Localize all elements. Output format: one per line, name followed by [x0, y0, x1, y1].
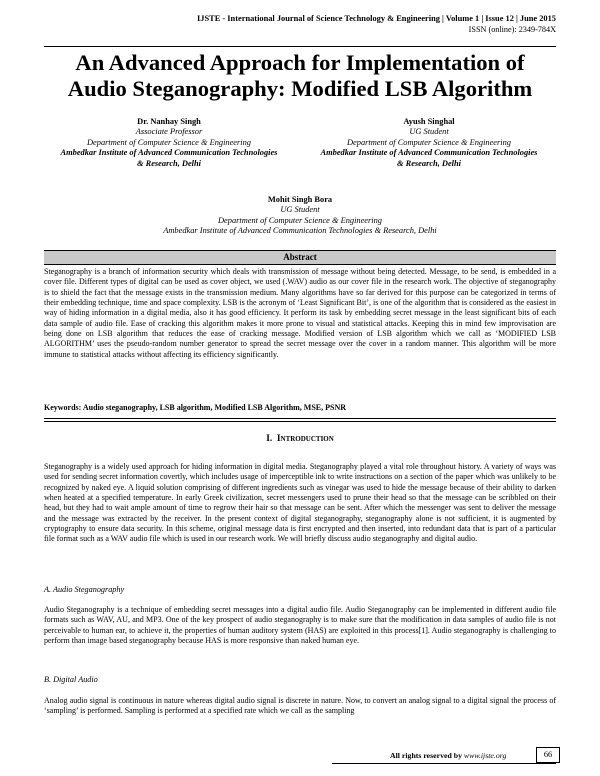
author-name: Ayush Singhal	[403, 117, 455, 126]
section-heading-introduction	[44, 434, 556, 445]
author-institution: Ambedkar Institute of Advanced Communication Technologies	[320, 148, 538, 158]
author-department: Department of Computer Science & Engineering	[87, 137, 251, 147]
author-role: UG Student	[409, 127, 449, 137]
author-role: UG Student	[280, 205, 320, 215]
author-institution-cont: & Research, Delhi	[137, 158, 201, 168]
footer-rule	[332, 763, 556, 764]
issn-line: ISSN (online): 2349-784X	[468, 25, 556, 34]
author-name: Mohit Singh Bora	[267, 195, 333, 204]
title-line-2: Audio Steganography: Modified LSB Algorithm	[67, 76, 533, 101]
author-institution: Ambedkar Institute of Advanced Communication Technologies	[60, 148, 278, 158]
digital-audio-paragraph: Analog audio signal is continuous in nature whereas digital audio signal is discrete in nature. Now, to convert an analog signal to a digital signal the process of ‘sampling’ is performed. Sampling is performed at a specified rate which we call as the sampling	[44, 696, 556, 716]
journal-header: IJSTE - International Journal of Science Technology & Engineering | Volume 1 | Issue 12 | June 2015	[197, 14, 556, 23]
author-name: Dr. Nanhay Singh	[137, 117, 201, 126]
title-line-1: An Advanced Approach for Implementation of	[75, 50, 525, 75]
keywords: Keywords: Audio steganography, LSB algorithm, Modified LSB Algorithm, MSE, PSNR	[44, 403, 347, 412]
introduction-paragraph: Steganography is a widely used approach for hiding information in digital media. Steganography played a vital role throughout history. A variety of ways was used for sending secret information covertly, which includes usage of imperceptible ink to write instructions on a section of the paper which was unlikely to be recognized by naked eye. A liquid solution comprising of different ingredients such as vinegar was used to hide the message because of their ability to darken when heated at a specified temperature. In early Greek civilization, secret messengers used to prune their head so that the message can be scribbled on their head, but they had to wait ample amount of time to regrow their hair so that message can be sent. After which the messenger was sent to deliver the message and the message was extracted by the receiver. In the present context of digital steganography, steganography alone is not sufficient, it is augmented by cryptography to ensure data security. In this scheme, original message data is first encrypted and then inserted, into redundant data that is part of a particular file format such as a WAV audio file which is used in our research work. We will briefly discuss audio steganography and digital audio.	[44, 462, 556, 544]
paper-title	[30, 50, 570, 102]
author-block-3	[100, 195, 500, 237]
author-institution: Ambedkar Institute of Advanced Communication Technologies & Research, Delhi	[163, 226, 437, 236]
subsection-heading-audio-steganography: A. Audio Steganography	[44, 585, 125, 594]
footer-rights-text: All rights reserved by	[390, 751, 464, 760]
author-department: Department of Computer Science & Engineering	[218, 215, 382, 225]
author-institution-cont: & Research, Delhi	[397, 158, 461, 168]
audio-steganography-paragraph: Audio Steganography is a technique of embedding secret messages into a digital audio file. Audio Steganography can be implemented in different audio file formats such as WAV, AU, and MP3. One of the key prospect of audio steganography is to make sure that the modification in data samples of audio file is not perceivable to human ear, to achieve it, the properties of human auditory system (HAS) are exploited in this process[1]. Audio steganography is challenging to perform than image based steganography because HAS is more responsive than naked human eye.	[44, 605, 556, 646]
author-block-1	[44, 117, 294, 169]
footer-url: www.ijste.org	[463, 751, 507, 760]
section-title: Introduction	[276, 434, 334, 444]
author-role: Associate Professor	[135, 127, 203, 137]
abstract-heading: Abstract	[44, 250, 556, 265]
section-number: I.	[266, 434, 273, 444]
footer-rights	[390, 751, 506, 761]
abstract-text: Steganography is a branch of information security which deals with transmission of message without being detected. Message, to be send, is embedded in a cover file. Different types of digital can be used as cover object, we used (.WAV) audio as our cover file in the research work. The objective of steganography is to shield the fact that the message exists in the transmission medium. Many algorithms have so far derived for this purpose can be categorized in terms of their embedding technique, time and space complexity. LSB is the acronym of ‘Least Significant Bit’, is one of the algorithm that is considered as the easiest in way of hiding information in a digital media, also it has good efficiency. It perform its task by embedding secret message in the least significant bits of each data sample of audio file. Ease of cracking this algorithm makes it more prone to visual and statistical attacks. Keeping this in mind few improvisation are being done on LSB algorithm that reduces the ease of cracking message. Modified version of LSB algorithm which we call as ‘MODIFIED LSB ALGORITHM’ uses the pseudo-random number generator to spread the secret message over the cover in a random manner. This algorithm will be more immune to statistical attacks without affecting its efficiency significantly.	[44, 267, 556, 359]
page-number: 66	[536, 747, 560, 763]
author-block-2	[304, 117, 554, 169]
abstract-divider	[44, 418, 556, 422]
author-department: Department of Computer Science & Engineering	[347, 137, 511, 147]
header-rule	[44, 46, 556, 47]
subsection-heading-digital-audio: B. Digital Audio	[44, 675, 98, 684]
